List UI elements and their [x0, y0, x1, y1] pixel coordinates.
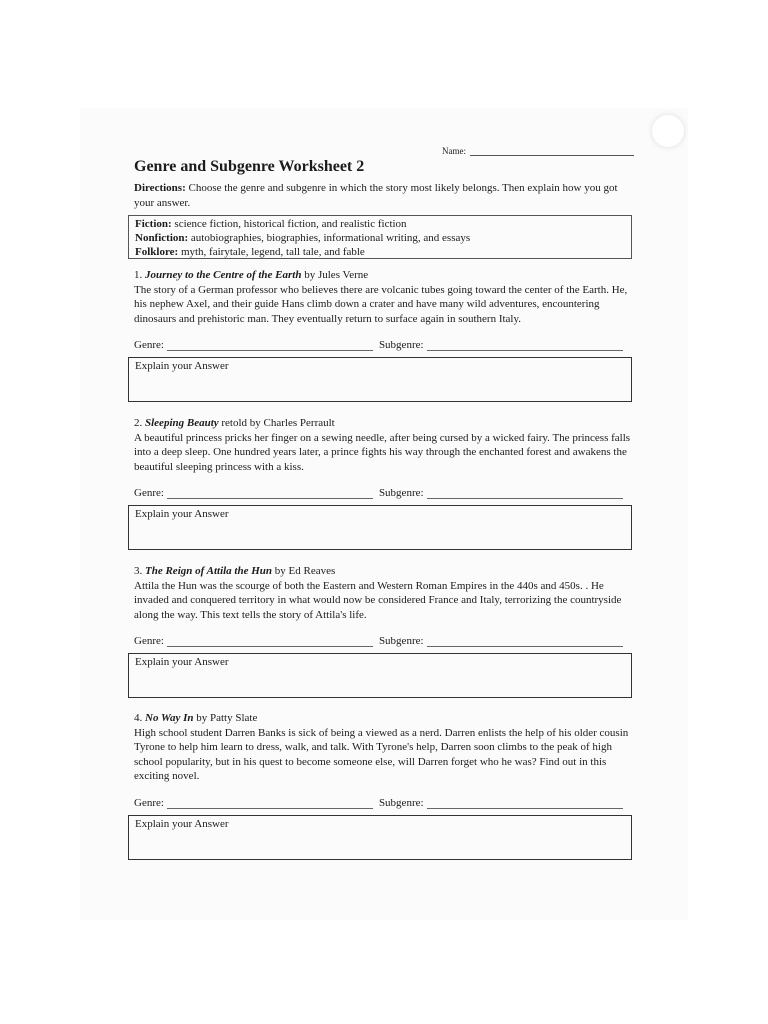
genre-label: Genre:: [134, 487, 164, 499]
subgenre-label: Subgenre:: [378, 797, 424, 809]
explain-answer-box-3[interactable]: [128, 653, 632, 698]
subgenre-input-line[interactable]: [427, 340, 623, 351]
explain-answer-box-2[interactable]: [128, 505, 632, 550]
explain-label: Explain your Answer: [135, 656, 229, 668]
question-heading: [134, 268, 634, 283]
directions-label: Directions:: [134, 182, 186, 194]
book-author: by Patty Slate: [193, 712, 258, 724]
subgenre-label: Subgenre:: [378, 339, 424, 351]
subgenre-label: Subgenre:: [378, 635, 424, 647]
subgenre-input-line[interactable]: [427, 488, 623, 499]
directions: [134, 181, 634, 210]
legend-label: Folklore:: [135, 246, 179, 258]
question-heading: [134, 416, 634, 431]
book-title: Sleeping Beauty: [145, 417, 219, 429]
book-author: by Jules Verne: [301, 269, 369, 281]
legend-text: myth, fairytale, legend, tall tale, and fable: [178, 246, 365, 258]
explain-answer-box-1[interactable]: [128, 357, 632, 402]
question-3: [134, 564, 634, 622]
legend-row-fiction: [135, 217, 625, 231]
question-number: 2.: [134, 417, 145, 429]
answer-row-3: [134, 635, 634, 647]
book-title: Journey to the Centre of the Earth: [145, 269, 302, 281]
genre-input-line[interactable]: [167, 798, 373, 809]
question-number: 1.: [134, 269, 145, 281]
subgenre-input-line[interactable]: [427, 636, 623, 647]
explain-answer-box-4[interactable]: [128, 815, 632, 860]
genre-label: Genre:: [134, 339, 164, 351]
legend-text: autobiographies, biographies, informational writing, and essays: [188, 232, 471, 244]
directions-text: Choose the genre and subgenre in which the story most likely belongs. Then explain how you got your answer.: [134, 182, 618, 209]
story-summary: A beautiful princess pricks her finger on a sewing needle, after being cursed by a wicked fairy. The princess falls into a deep sleep. One hundred years later, a prince fights his way through the enchanted forest and awakens the beautiful sleeping princess with a kiss.: [134, 431, 631, 473]
explain-label: Explain your Answer: [135, 360, 229, 372]
story-summary: Attila the Hun was the scourge of both the Eastern and Western Roman Empires in the 440s and 450s. . He invaded and conquered territory in what would now be considered France and Italy, terrorizing the countryside along the way. This text tells the story of Attila's life.: [134, 579, 622, 621]
page-title: Genre and Subgenre Worksheet 2: [134, 158, 365, 175]
question-heading: [134, 711, 634, 726]
explain-label: Explain your Answer: [135, 508, 229, 520]
book-author: retold by Charles Perrault: [218, 417, 335, 429]
answer-row-1: [134, 339, 634, 351]
legend-text: science fiction, historical fiction, and realistic fiction: [171, 218, 407, 230]
book-author: by Ed Reaves: [272, 565, 336, 577]
legend-row-folklore: [135, 245, 625, 259]
question-number: 3.: [134, 565, 145, 577]
genre-label: Genre:: [134, 635, 164, 647]
book-title: The Reign of Attila the Hun: [145, 565, 273, 577]
question-2: [134, 416, 634, 474]
genre-input-line[interactable]: [167, 488, 373, 499]
name-input-line[interactable]: [470, 146, 634, 156]
overlay-circle-button[interactable]: [652, 115, 684, 147]
legend-row-nonfiction: [135, 231, 625, 245]
book-title: No Way In: [145, 712, 194, 724]
answer-row-4: [134, 797, 634, 809]
legend-label: Fiction:: [135, 218, 172, 230]
name-label: Name:: [442, 146, 466, 156]
genre-input-line[interactable]: [167, 636, 373, 647]
genre-input-line[interactable]: [167, 340, 373, 351]
explain-label: Explain your Answer: [135, 818, 229, 830]
question-heading: [134, 564, 634, 579]
subgenre-input-line[interactable]: [427, 798, 623, 809]
question-4: [134, 711, 634, 784]
question-1: [134, 268, 634, 326]
story-summary: High school student Darren Banks is sick of being a viewed as a nerd. Darren enlists the help of his older cousin Tyrone to help him learn to dress, walk, and talk. With Tyrone's help, Darren soon climbs to the peak of high school popularity, but in his quest to become someone else, will Darren forget who he was? Find out in this exciting novel.: [134, 726, 629, 782]
name-field: [442, 146, 634, 156]
genre-legend-box: [128, 215, 632, 259]
question-number: 4.: [134, 712, 145, 724]
subgenre-label: Subgenre:: [378, 487, 424, 499]
answer-row-2: [134, 487, 634, 499]
legend-label: Nonfiction:: [135, 232, 189, 244]
genre-label: Genre:: [134, 797, 164, 809]
story-summary: The story of a German professor who believes there are volcanic tubes going toward the center of the Earth. He, his nephew Axel, and their guide Hans climb down a crater and have many wild adventures, encountering dinosaurs and prehistoric man. They eventually return to surface again in southern Italy.: [134, 283, 628, 325]
